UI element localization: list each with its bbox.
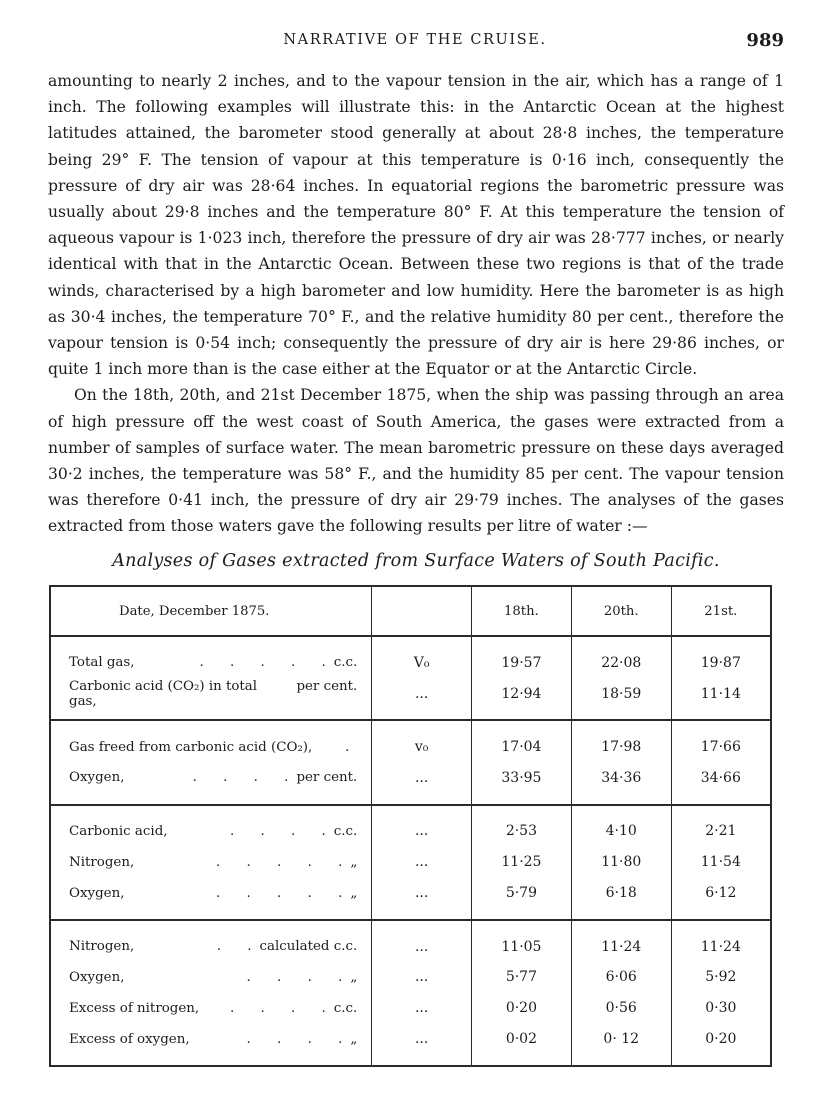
column-header-18th: 18th. <box>472 586 572 636</box>
value-20th: 22·08 <box>571 647 671 678</box>
column-header-20th: 20th. <box>571 586 671 636</box>
row-label: Oxygen, <box>69 770 125 786</box>
column-header-symbol <box>372 586 472 636</box>
body-text <box>48 68 784 540</box>
value-20th: 11·24 <box>571 931 671 962</box>
value-18th: 0·20 <box>472 993 572 1024</box>
value-21st: 19·87 <box>671 647 771 678</box>
row-symbol: ... <box>372 931 472 962</box>
row-label: Oxygen, <box>69 885 125 901</box>
row-symbol: ... <box>372 962 472 993</box>
group-spacer <box>50 636 771 647</box>
row-symbol: ... <box>372 678 472 709</box>
dot-leader: . . . . <box>229 1000 326 1016</box>
row-unit: „ <box>350 969 358 985</box>
value-18th: 33·95 <box>472 763 572 794</box>
table-row <box>50 763 771 794</box>
running-header <box>46 30 784 56</box>
value-20th: 18·59 <box>571 678 671 709</box>
dot-leader <box>288 679 296 709</box>
running-title: NARRATIVE OF THE CRUISE. <box>283 32 547 48</box>
row-label-cell <box>50 931 372 962</box>
value-21st: 0·20 <box>671 1024 771 1055</box>
row-label: Total gas, <box>69 655 135 671</box>
row-label-cell <box>50 763 372 794</box>
row-unit: c.c. <box>333 1000 358 1016</box>
dot-leader: . . . . <box>246 969 343 985</box>
group-spacer <box>50 709 771 720</box>
row-symbol: ... <box>372 816 472 847</box>
row-label-cell <box>50 647 372 678</box>
value-20th: 11·80 <box>571 847 671 878</box>
value-18th: 2·53 <box>472 816 572 847</box>
group-spacer <box>50 793 771 804</box>
dot-leader: . . . . <box>229 823 326 839</box>
row-symbol: V₀ <box>372 647 472 678</box>
table-row <box>50 678 771 709</box>
row-label-cell <box>50 732 372 763</box>
table-row <box>50 732 771 763</box>
row-label-cell <box>50 878 372 909</box>
table-caption: Analyses of Gases extracted from Surface Waters of South Pacific. <box>112 551 720 571</box>
table-row <box>50 962 771 993</box>
group-spacer <box>50 805 771 816</box>
row-symbol: v₀ <box>372 732 472 763</box>
row-symbol: ... <box>372 878 472 909</box>
row-unit: per cent. <box>296 678 358 694</box>
dot-leader: . . <box>216 939 252 955</box>
group-spacer <box>50 1055 771 1066</box>
value-18th: 5·79 <box>472 878 572 909</box>
value-21st: 2·21 <box>671 816 771 847</box>
row-label: Excess of nitrogen, <box>69 1000 200 1016</box>
row-unit: „ <box>350 885 358 901</box>
dot-leader: . . . . <box>246 1031 343 1047</box>
value-18th: 5·77 <box>472 962 572 993</box>
value-20th: 6·18 <box>571 878 671 909</box>
row-label-cell <box>50 847 372 878</box>
row-symbol: ... <box>372 847 472 878</box>
value-21st: 0·30 <box>671 993 771 1024</box>
row-label-cell <box>50 1024 372 1055</box>
dot-leader: . . . . . <box>216 854 343 870</box>
value-21st: 5·92 <box>671 962 771 993</box>
value-18th: 12·94 <box>472 678 572 709</box>
row-unit: „ <box>350 854 358 870</box>
value-21st: 11·14 <box>671 678 771 709</box>
column-header-21st: 21st. <box>671 586 771 636</box>
row-symbol: ... <box>372 763 472 794</box>
row-label: Oxygen, <box>69 969 125 985</box>
value-20th: 17·98 <box>571 732 671 763</box>
group-spacer <box>50 720 771 731</box>
page-number: 989 <box>746 30 784 51</box>
value-18th: 17·04 <box>472 732 572 763</box>
dot-leader: . . . . . <box>216 885 343 901</box>
dot-leader: . . . . <box>192 770 289 786</box>
row-unit: per cent. <box>296 770 358 786</box>
value-18th: 11·25 <box>472 847 572 878</box>
paragraph: amounting to nearly 2 inches, and to the vapour tension in the air, which has a range of 1 inch. The following examples will illustrate this: in the Antarctic Ocean at the highest latitudes attained, the barometer stood generally at about 28·8 inches, the temperature being 29° F. The tension of vapour at this temperature is 0·16 inch, consequently the pressure of dry air was 28·64 inches. In equatorial regions the barometric pressure was usually about 29·8 inches and the temperature 80° F. At this temperature the tension of aqueous vapour is 1·023 inch, therefore the pressure of dry air was 28·777 inches, or nearly identical with that in the Antarctic Ocean. Between these two regions is that of the trade winds, characterised by a high barometer and low humidity. Here the barometer is as high as 30·4 inches, the temperature 70° F., and the relative humidity 80 per cent., therefore the vapour tension is 0·54 inch; consequently the pressure of dry air is here 29·86 inches, or quite 1 inch more than is the case either at the Equator or at the Antarctic Circle. <box>48 72 784 379</box>
row-unit: c.c. <box>333 655 358 671</box>
row-unit: „ <box>350 1031 358 1047</box>
row-symbol: ... <box>372 1024 472 1055</box>
row-label-cell <box>50 816 372 847</box>
value-20th: 6·06 <box>571 962 671 993</box>
value-21st: 17·66 <box>671 732 771 763</box>
row-label-cell <box>50 962 372 993</box>
dot-leader: . . . . . <box>199 655 326 671</box>
table-row <box>50 1024 771 1055</box>
value-18th: 19·57 <box>472 647 572 678</box>
group-spacer <box>50 920 771 931</box>
row-label: Carbonic acid (CO₂) in total gas, <box>69 678 258 709</box>
value-18th: 0·02 <box>472 1024 572 1055</box>
row-label: Excess of oxygen, <box>69 1031 190 1047</box>
table-row <box>50 816 771 847</box>
row-unit: calculated c.c. <box>259 939 358 955</box>
paragraph: On the 18th, 20th, and 21st December 1875, when the ship was passing through an area of high pressure off the west coast of South America, the gases were extracted from a number of samples of surface water. The mean barometric pressure on these days averaged 30·2 inches, the temperature was 58° F., and the humidity 85 per cent. The vapour tension was therefore 0·41 inch, the pressure of dry air 29·79 inches. The analyses of the gases extracted from those waters gave the following results per litre of water :— <box>48 386 784 536</box>
table-row <box>50 931 771 962</box>
row-unit: c.c. <box>333 823 358 839</box>
row-label: Carbonic acid, <box>69 823 168 839</box>
row-symbol: ... <box>372 993 472 1024</box>
table-header-row <box>50 586 771 636</box>
value-20th: 0·56 <box>571 993 671 1024</box>
column-header-label: Date, December 1875. <box>50 586 372 636</box>
group-spacer <box>50 909 771 920</box>
value-21st: 34·66 <box>671 763 771 794</box>
gas-analysis-table <box>49 585 772 1067</box>
dot-leader: . <box>345 739 350 755</box>
value-21st: 6·12 <box>671 878 771 909</box>
value-20th: 4·10 <box>571 816 671 847</box>
value-21st: 11·54 <box>671 847 771 878</box>
value-21st: 11·24 <box>671 931 771 962</box>
table-body <box>50 636 771 1066</box>
table-row <box>50 878 771 909</box>
table-row <box>50 647 771 678</box>
row-label: Nitrogen, <box>69 939 135 955</box>
row-label-cell <box>50 678 372 709</box>
table-row <box>50 847 771 878</box>
row-label: Nitrogen, <box>69 854 135 870</box>
value-20th: 0· 12 <box>571 1024 671 1055</box>
table-row <box>50 993 771 1024</box>
row-label-cell <box>50 993 372 1024</box>
value-20th: 34·36 <box>571 763 671 794</box>
row-label: Gas freed from carbonic acid (CO₂), <box>69 739 313 755</box>
value-18th: 11·05 <box>472 931 572 962</box>
